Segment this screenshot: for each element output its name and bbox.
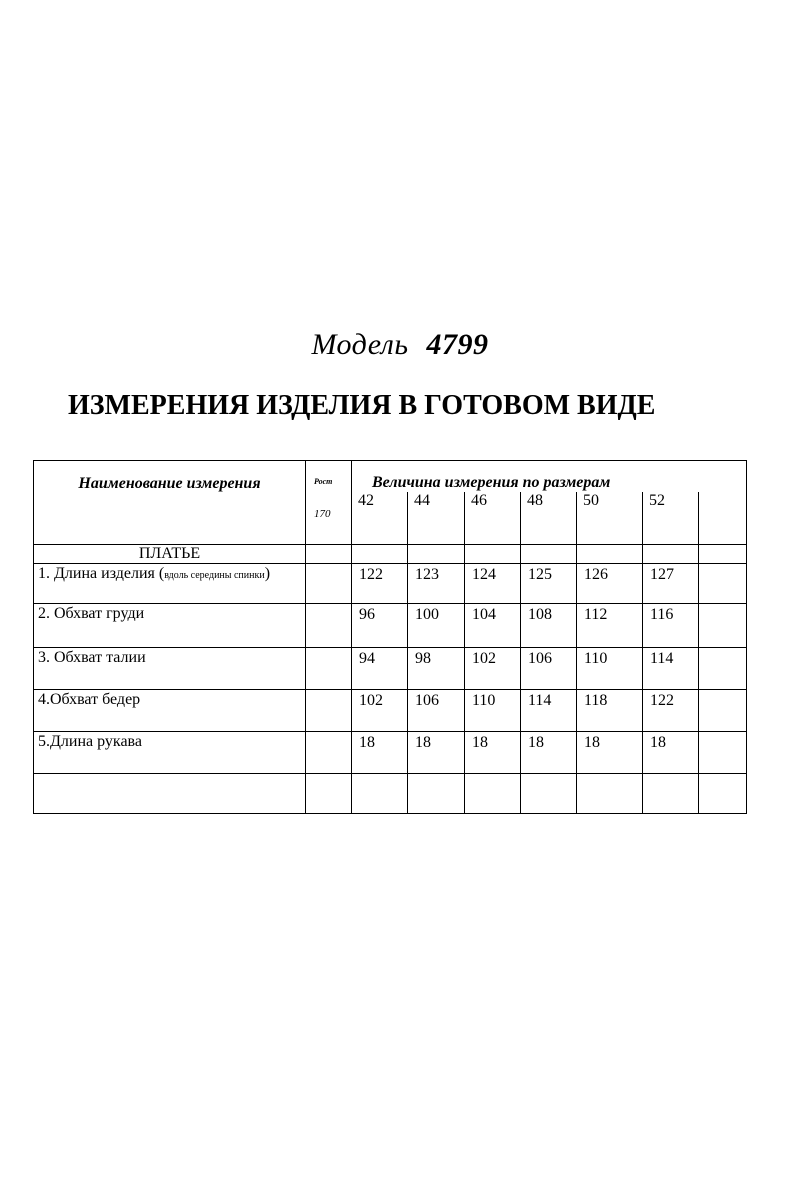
value-cell: 96 [352,604,408,648]
value-cell: 108 [521,604,577,648]
value-cell [699,732,747,774]
value-cell: 110 [465,690,521,732]
row-label-close: ) [264,565,271,582]
empty-cell [699,774,747,814]
empty-cell [306,732,352,774]
measurement-name [34,564,306,604]
empty-cell [643,774,699,814]
model-number: 4799 [426,328,489,361]
size-52: 52 [643,492,699,545]
value-cell: 127 [643,564,699,604]
height-cell [306,461,352,545]
value-cell: 124 [465,564,521,604]
value-cell: 18 [577,732,643,774]
empty-cell [521,774,577,814]
model-title [0,328,800,362]
empty-cell [306,690,352,732]
empty-cell [306,564,352,604]
value-cell: 98 [408,648,465,690]
table-row [34,564,747,604]
value-cell [699,648,747,690]
value-cell: 18 [408,732,465,774]
value-cell: 126 [577,564,643,604]
value-cell: 112 [577,604,643,648]
height-value: 170 [314,508,331,520]
value-cell: 18 [643,732,699,774]
value-cell: 94 [352,648,408,690]
empty-cell [306,648,352,690]
empty-cell [34,774,306,814]
measurement-name: 5.Длина рукава [34,732,306,774]
empty-cell [521,545,577,564]
section-label: ПЛАТЬЕ [34,545,306,564]
row-label: 1. Длина изделия ( [38,565,165,582]
table-row [34,732,747,774]
value-cell: 125 [521,564,577,604]
value-cell: 106 [521,648,577,690]
value-cell: 100 [408,604,465,648]
value-cell: 118 [577,690,643,732]
table-row [34,690,747,732]
empty-cell [306,604,352,648]
value-cell: 122 [352,564,408,604]
document-heading: ИЗМЕРЕНИЯ ИЗДЕЛИЯ В ГОТОВОМ ВИДЕ [68,390,656,421]
size-46: 46 [465,492,521,545]
value-cell: 106 [408,690,465,732]
value-cell: 18 [465,732,521,774]
section-row [34,545,747,564]
empty-cell [352,545,408,564]
empty-cell [352,774,408,814]
empty-cell [643,545,699,564]
value-cell: 116 [643,604,699,648]
value-cell [699,604,747,648]
measurement-name: 3. Обхват талии [34,648,306,690]
empty-cell [699,545,747,564]
value-cell: 110 [577,648,643,690]
measurement-name: 2. Обхват груди [34,604,306,648]
value-cell: 104 [465,604,521,648]
table-row [34,604,747,648]
value-cell: 122 [643,690,699,732]
size-44: 44 [408,492,465,545]
table-header-row [34,461,747,493]
size-50: 50 [577,492,643,545]
measurement-name-header: Наименование измерения [34,461,306,545]
empty-cell [408,774,465,814]
measurements-table [33,460,747,814]
value-cell: 102 [352,690,408,732]
empty-cell [465,545,521,564]
value-cell: 114 [521,690,577,732]
empty-cell [306,545,352,564]
row-note: вдоль середины спинки [164,570,265,581]
value-cell: 18 [521,732,577,774]
size-group-header: Величина измерения по размерам [352,461,747,493]
value-cell [699,564,747,604]
table-row [34,648,747,690]
size-empty [699,492,747,545]
value-cell: 123 [408,564,465,604]
empty-cell [577,774,643,814]
height-label: Рост [314,477,333,486]
size-48: 48 [521,492,577,545]
empty-cell [306,774,352,814]
value-cell [699,690,747,732]
value-cell: 102 [465,648,521,690]
model-label: Модель [311,328,409,361]
table-row-empty [34,774,747,814]
empty-cell [408,545,465,564]
value-cell: 18 [352,732,408,774]
value-cell: 114 [643,648,699,690]
empty-cell [465,774,521,814]
measurement-name: 4.Обхват бедер [34,690,306,732]
size-42: 42 [352,492,408,545]
empty-cell [577,545,643,564]
